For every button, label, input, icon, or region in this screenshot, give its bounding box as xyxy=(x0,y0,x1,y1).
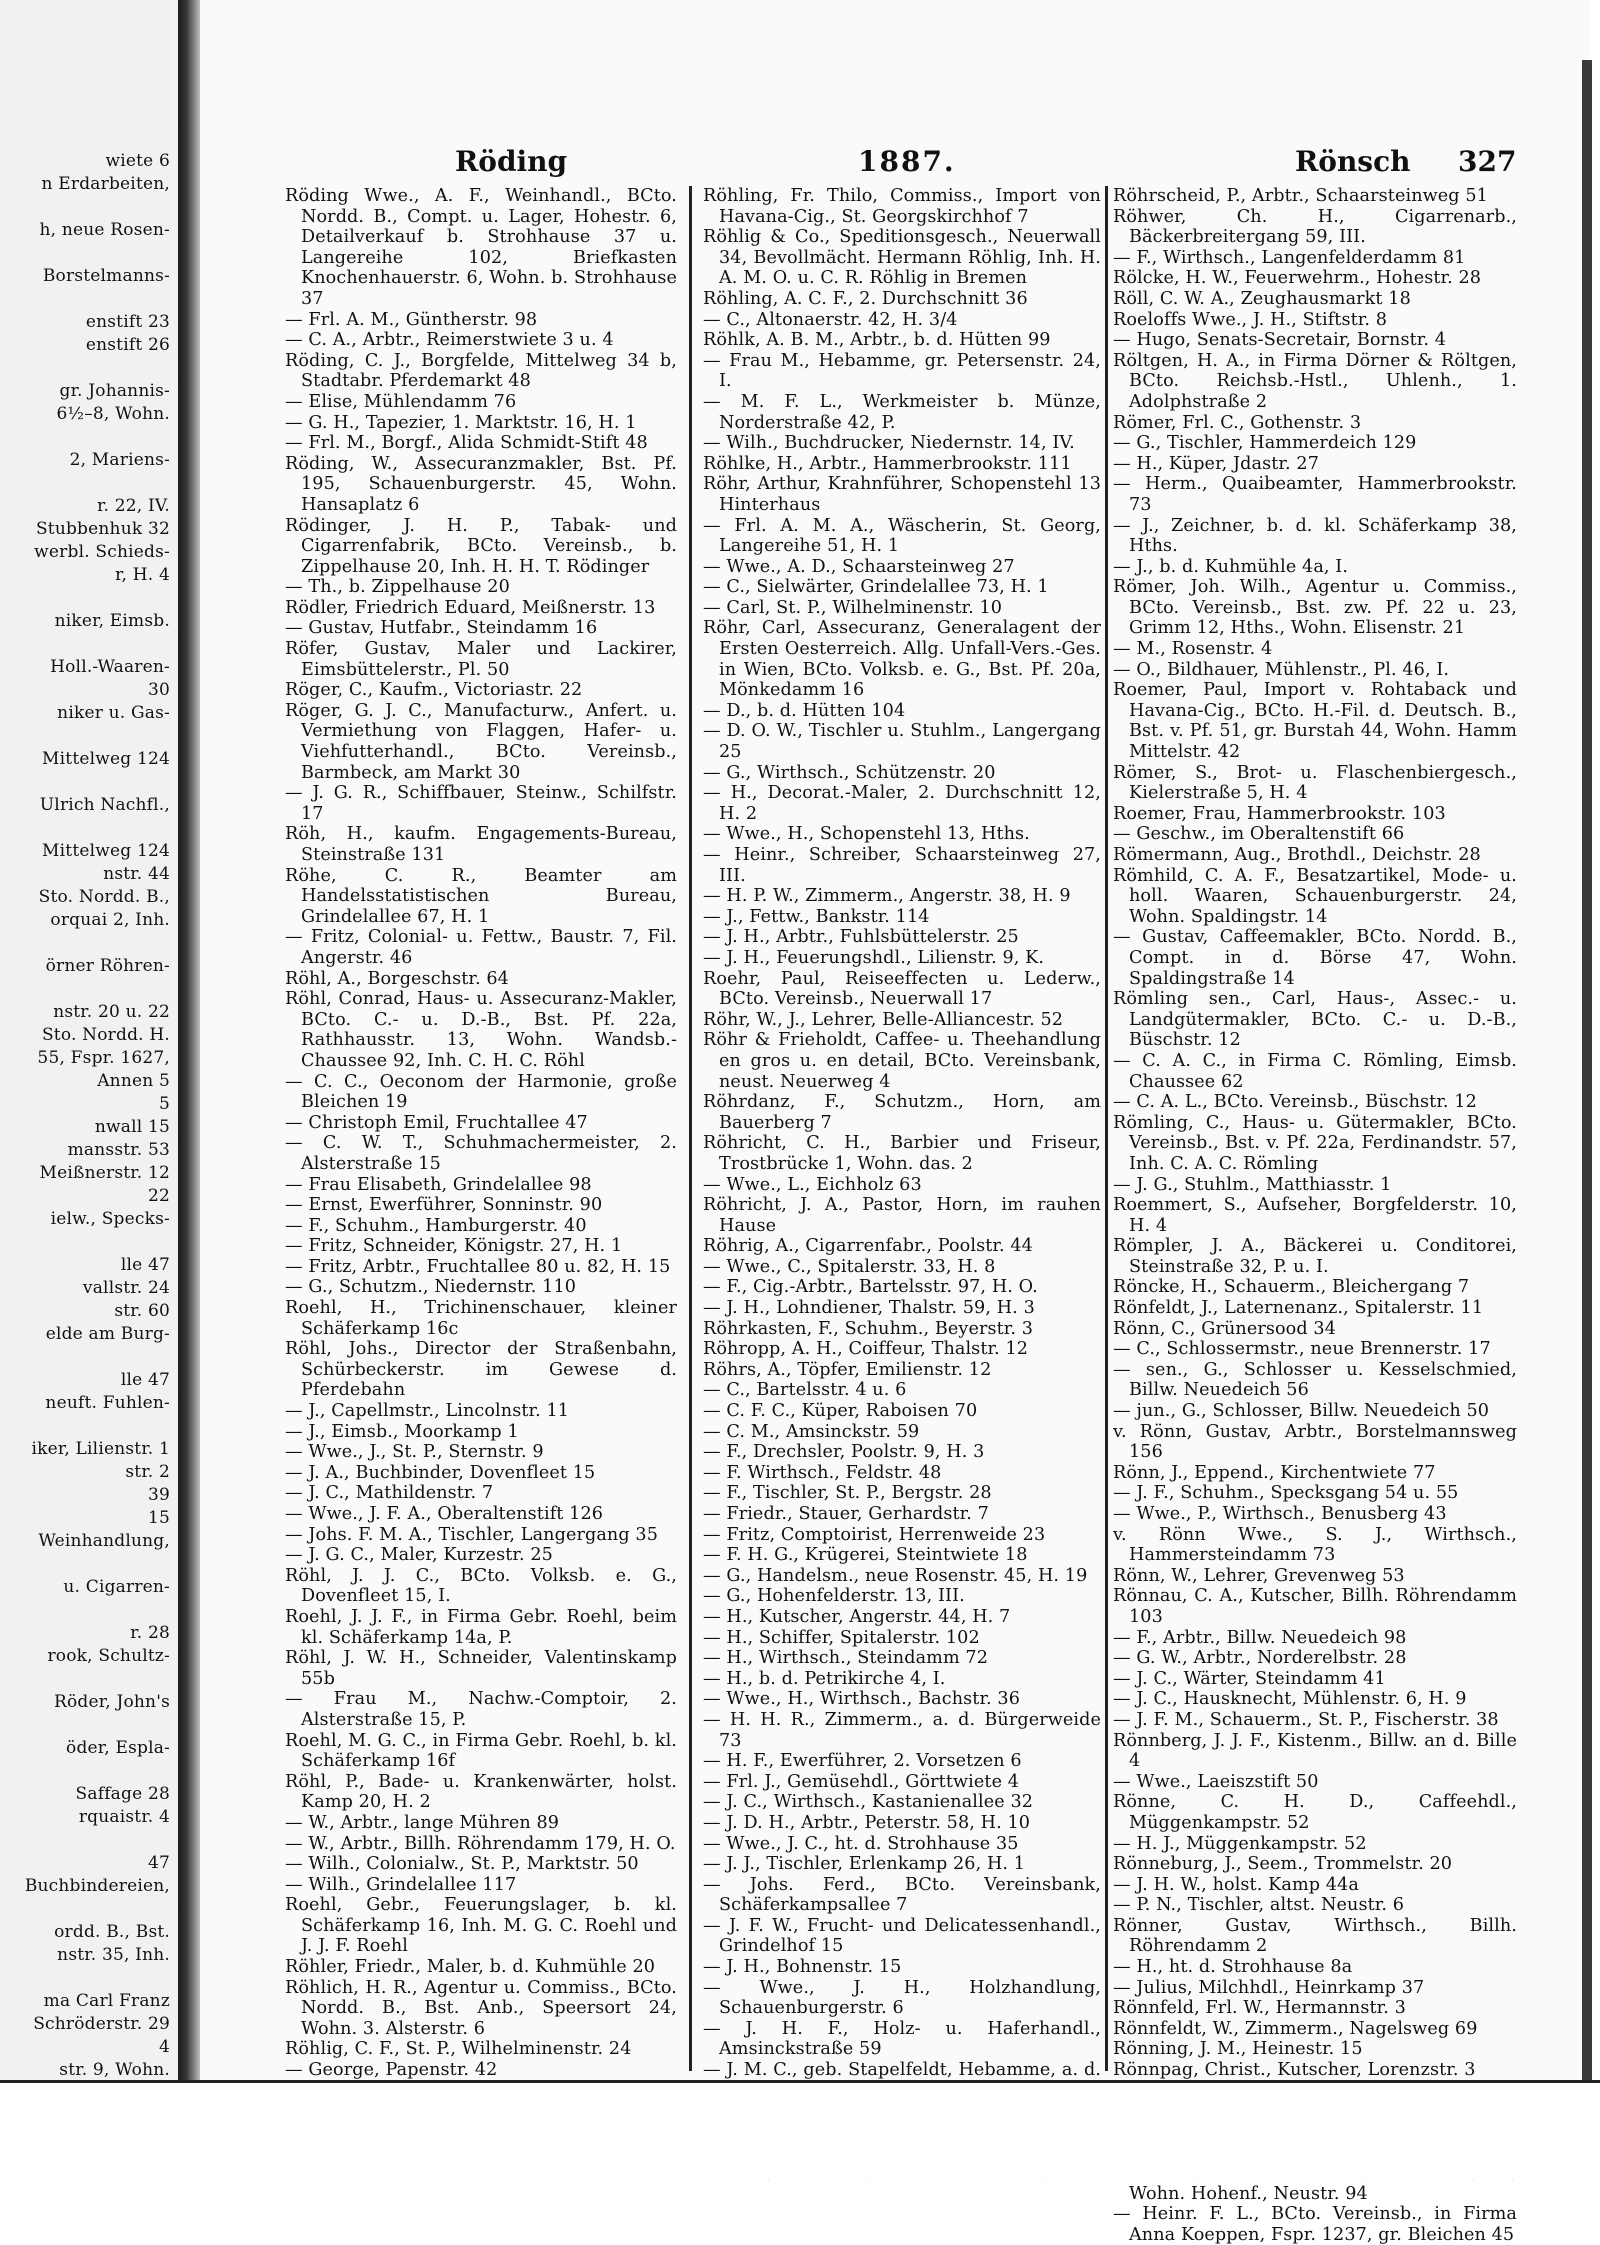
facing-page-line: nwall 15 xyxy=(94,1117,170,1137)
directory-entry: — J. A., Buchbinder, Dovenfleet 15 xyxy=(285,1462,596,1483)
running-head-left: Röding xyxy=(455,145,568,178)
facing-page-line: lle 47 xyxy=(120,1255,170,1275)
directory-entry: — Fritz, Comptoirist, Herrenweide 23 xyxy=(703,1524,1046,1545)
facing-page-line: Buchbindereien, xyxy=(24,1876,170,1896)
directory-entry: Röhrdanz, F., Schutzm., Horn, am Bauerberg 7 xyxy=(703,1092,1101,1133)
facing-page-line: ordd. B., Bst. xyxy=(54,1922,170,1942)
directory-entry: Rödinger, J. H. P., Tabak- und Cigarrenfabrik, BCto. Vereinsb., b. Zippelhause 20, Inh. H. H. T. Rödinger xyxy=(285,515,677,577)
directory-entry: — P. N., Tischler, altst. Neustr. 6 xyxy=(1113,1895,1405,1916)
facing-page-line: n Erdarbeiten, xyxy=(41,174,170,194)
directory-entry: — C. W. T., Schuhmachermeister, 2. Alsterstraße 15 xyxy=(285,1133,677,1174)
facing-page-line: ielw., Specks- xyxy=(50,1209,170,1229)
directory-entry: — H. J., Müggenkampstr. 52 xyxy=(1113,1833,1367,1854)
directory-entry: — F., Arbtr., Billw. Neuedeich 98 xyxy=(1113,1627,1407,1648)
directory-entry: — Wwe., H., Wirthsch., Bachstr. 36 xyxy=(703,1689,1020,1710)
facing-page-line: Weinhandlung, xyxy=(38,1531,170,1551)
facing-page-line: 55, Fspr. 1627, xyxy=(37,1048,170,1068)
directory-entry: Rönnau, C. A., Kutscher, Billh. Röhrendamm 103 xyxy=(1113,1586,1517,1627)
directory-entry: — F., Wirthsch., Langenfelderdamm 81 xyxy=(1113,247,1466,268)
directory-entry: — Frl. M., Borgf., Alida Schmidt-Stift 48 xyxy=(285,433,648,454)
facing-page-line: Ulrich Nachfl., xyxy=(39,795,170,815)
facing-page-line: lle 47 xyxy=(120,1370,170,1390)
directory-entry: Roeloffs Wwe., J. H., Stiftstr. 8 xyxy=(1113,309,1388,330)
directory-entry: Röhr, Carl, Assecuranz, Generalagent der Ersten Oesterreich. Allg. Unfall-Vers.-Ges. in Wien, BCto. Volksb. e. G., Bst. Pf. 20a, Mönkedamm 16 xyxy=(703,618,1101,701)
directory-entry: Römling, C., Haus- u. Gütermakler, BCto. Vereinsb., Bst. v. Pf. 22a, Ferdinandstr. 57, Inh. C. A. C. Römling xyxy=(1113,1112,1517,1174)
directory-entry: — C., Sielwärter, Grindelallee 73, H. 1 xyxy=(703,577,1049,598)
facing-page-line: r, H. 4 xyxy=(115,565,170,585)
directory-entry: Rönnfeldt, W., Zimmerm., Nagelsweg 69 xyxy=(1113,2018,1478,2039)
directory-entry: — Wwe., P., Wirthsch., Benusberg 43 xyxy=(1113,1504,1447,1524)
facing-page-line: ma Carl Franz xyxy=(43,1991,170,2011)
directory-entry: — Frau M., Hebamme, gr. Petersenstr. 24, I. xyxy=(703,350,1101,392)
directory-entry: — W., Arbtr., lange Mühren 89 xyxy=(285,1812,560,1833)
directory-entry: — C. C., Oeconom der Harmonie, große Bleichen 19 xyxy=(285,1071,677,1113)
facing-page-line: str. 2 xyxy=(125,1462,170,1482)
directory-entry: Roehl, H., Trichinenschauer, kleiner Schäferkamp 16c xyxy=(285,1298,677,1339)
directory-entry: — G., Tischler, Hammerdeich 129 xyxy=(1113,433,1417,454)
facing-page-line xyxy=(0,817,178,840)
directory-entry: — J. H., Arbtr., Fuhlsbüttelerstr. 25 xyxy=(703,927,1019,948)
facing-page-line: örner Röhren- xyxy=(45,956,170,976)
directory-entry: Roehl, J. J. F., in Firma Gebr. Roehl, beim kl. Schäferkamp 14a, P. xyxy=(285,1606,677,1648)
directory-entry: — Wwe., J. C., ht. d. Strohhause 35 xyxy=(703,1833,1019,1854)
directory-entry: Röll, C. W. A., Zeughausmarkt 18 xyxy=(1113,288,1411,309)
directory-entry: Röh, H., kaufm. Engagements-Bureau, Steinstraße 131 xyxy=(285,824,677,865)
directory-entry: Roemer, Paul, Import v. Rohtaback und Havana-Cig., BCto. H.-Fil. d. Deutsch. B., Bst. v. Pf. 51, gr. Burstah 44, Wohn. Hamm Mittelstr. 42 xyxy=(1113,680,1517,763)
facing-page-line xyxy=(0,1668,178,1691)
directory-entry: — C. F. C., Küper, Raboisen 70 xyxy=(703,1401,978,1422)
directory-entry: — C., Bartelsstr. 4 u. 6 xyxy=(703,1380,907,1401)
column-divider xyxy=(689,186,692,2071)
directory-entry: — J. J., Tischler, Erlenkamp 26, H. 1 xyxy=(703,1854,1026,1875)
directory-entry: Roemmert, S., Aufseher, Borgfelderstr. 10, H. 4 xyxy=(1113,1195,1517,1236)
facing-page-line: rook, Schultz- xyxy=(47,1646,170,1666)
directory-entry: — sen., G., Schlosser u. Kesselschmied, Billw. Neuedeich 56 xyxy=(1113,1359,1517,1401)
directory-entry: — J. H., Bohnenstr. 15 xyxy=(703,1957,902,1978)
directory-entry: Röhler, Friedr., Maler, b. d. Kuhmühle 20 xyxy=(285,1957,656,1978)
facing-page-line: 4 xyxy=(158,2037,170,2057)
directory-entry: — Heinr., Schreiber, Schaarsteinweg 27, III. xyxy=(703,845,1101,886)
directory-entry: — H. H. R., Zimmerm., a. d. Bürgerweide 73 xyxy=(703,1709,1101,1751)
directory-entry: — Johs. F. M. A., Tischler, Langergang 35 xyxy=(285,1524,658,1545)
directory-entry: Rönn, W., Lehrer, Grevenweg 53 xyxy=(1113,1565,1405,1586)
directory-entry: Röhrs, A., Töpfer, Emilienstr. 12 xyxy=(703,1359,992,1380)
facing-page-line: mansstr. 53 xyxy=(67,1140,170,1160)
directory-entry: — Wilh., Grindelallee 117 xyxy=(285,1874,517,1895)
facing-page-line xyxy=(0,426,178,449)
directory-entry: Röhricht, J. A., Pastor, Horn, im rauhen Hause xyxy=(703,1195,1101,1236)
directory-entry: — H. P. W., Zimmerm., Angerstr. 38, H. 9 xyxy=(703,886,1071,907)
directory-entry: Rönne, C. H. D., Caffeehdl., Müggenkampstr. 52 xyxy=(1113,1792,1517,1833)
directory-entry: Röhl, J. J. C., BCto. Volksb. e. G., Dovenfleet 15, I. xyxy=(285,1565,677,1607)
directory-entry: — Gustav, Hutfabr., Steindamm 16 xyxy=(285,618,598,639)
directory-entry: Röhrig, A., Cigarrenfabr., Poolstr. 44 xyxy=(703,1236,1033,1257)
directory-entry: Römling sen., Carl, Haus-, Assec.- u. Landgütermakler, BCto. C.- u. D.-B., Büschstr. 12 xyxy=(1113,989,1517,1051)
directory-entry: — J. C., Wirthsch., Kastanienallee 32 xyxy=(703,1792,1034,1813)
facing-page-line: 47 xyxy=(147,1853,170,1873)
facing-page-fragment xyxy=(0,0,178,2080)
facing-page-line: Meißnerstr. 12 xyxy=(39,1163,170,1183)
facing-page-line xyxy=(0,196,178,219)
directory-entry: Rönn, C., Grünersood 34 xyxy=(1113,1318,1337,1339)
directory-entry: — F., Cig.-Arbtr., Bartelsstr. 97, H. O. xyxy=(703,1277,1038,1298)
directory-entry: — M. F. L., Werkmeister b. Münze, Norderstraße 42, P. xyxy=(703,391,1101,433)
directory-entry: Röhlig & Co., Speditionsgesch., Neuerwall 34, Bevollmächt. Hermann Röhlig, Inh. H. A. M. O. u. C. R. Röhlig in Bremen xyxy=(703,227,1101,289)
directory-entry: — C. A. C., in Firma C. Römling, Eimsb. Chaussee 62 xyxy=(1113,1050,1517,1092)
directory-entry: Röhr, W., J., Lehrer, Belle-Alliancestr. 52 xyxy=(703,1009,1064,1030)
directory-entry: — G., Schutzm., Niedernstr. 110 xyxy=(285,1277,577,1298)
facing-page-line: str. 60 xyxy=(114,1301,170,1321)
directory-entry: v. Rönn Wwe., S. J., Wirthsch., Hammersteindamm 73 xyxy=(1113,1524,1517,1566)
facing-page-line xyxy=(0,1599,178,1622)
directory-entry: — Frl. J., Gemüsehdl., Görttwiete 4 xyxy=(703,1771,1020,1792)
directory-entry: Röhricht, C. H., Barbier und Friseur, Trostbrücke 1, Wohn. das. 2 xyxy=(703,1133,1101,1174)
facing-page-line xyxy=(0,978,178,1001)
facing-page-line: Stubbenhuk 32 xyxy=(35,519,170,539)
directory-entry: — W., Arbtr., Billh. Röhrendamm 179, H. O. xyxy=(285,1833,676,1854)
book-gutter xyxy=(178,0,200,2085)
directory-entry: — Wwe., Laeiszstift 50 xyxy=(1113,1771,1319,1792)
facing-page-line: orquai 2, Inh. xyxy=(50,910,170,930)
directory-entry: — George, Papenstr. 42 xyxy=(285,2060,498,2081)
directory-entry: Römer, Frl. C., Gothenstr. 3 xyxy=(1113,412,1362,433)
directory-entry: Röhr, Arthur, Krahnführer, Schopenstehl 13 Hinterhaus xyxy=(703,474,1101,515)
directory-entry: — D., b. d. Hütten 104 xyxy=(703,700,906,721)
directory-entry: Röhr & Frieholdt, Caffee- u. Theehandlung en gros u. en detail, BCto. Vereinsbank, neust. Neuerweg 4 xyxy=(703,1030,1101,1092)
facing-page-line: 15 xyxy=(147,1508,170,1528)
facing-page-line: wiete 6 xyxy=(105,151,170,171)
directory-entry: Rönfeldt, J., Laternenanz., Spitalerstr. 11 xyxy=(1113,1298,1484,1319)
directory-entry: — J., Zeichner, b. d. kl. Schäferkamp 38, Hths. xyxy=(1113,515,1517,557)
directory-entry: — Fritz, Schneider, Königstr. 27, H. 1 xyxy=(285,1236,623,1257)
directory-entry: Röger, C., Kaufm., Victoriastr. 22 xyxy=(285,680,583,701)
directory-entry: Röding, C. J., Borgfelde, Mittelweg 34 b, Stadtabr. Pferdemarkt 48 xyxy=(285,350,677,392)
directory-entry: — Carl, St. P., Wilhelminenstr. 10 xyxy=(703,597,1003,618)
directory-entry: — J. G. R., Schiffbauer, Steinw., Schilfstr. 17 xyxy=(285,783,677,824)
directory-entry: — Herm., Quaibeamter, Hammerbrookstr. 73 xyxy=(1113,474,1517,515)
facing-page-line: Mittelweg 124 xyxy=(42,749,170,769)
directory-entry: Rönnfeld, Frl. W., Hermannstr. 3 xyxy=(1113,1998,1406,2019)
directory-entry: — Th., b. Zippelhause 20 xyxy=(285,577,510,598)
directory-entry: Roehr, Paul, Reiseeffecten u. Lederw., BCto. Vereinsb., Neuerwall 17 xyxy=(703,968,1101,1010)
directory-entry: — Wwe., L., Eichholz 63 xyxy=(703,1174,922,1195)
facing-page-line: iker, Lilienstr. 1 xyxy=(31,1439,170,1459)
facing-page-line xyxy=(0,1829,178,1852)
directory-entry: Röfer, Gustav, Maler und Lackirer, Eimsbüttelerstr., Pl. 50 xyxy=(285,639,677,680)
directory-entry: — J. C., Wärter, Steindamm 41 xyxy=(1113,1668,1386,1689)
directory-entry: Wohn. Hohenf., Neustr. 94 xyxy=(1129,2183,1368,2204)
directory-entry: Römermann, Aug., Brothdl., Deichstr. 28 xyxy=(1113,845,1481,865)
directory-entry: Röhlich, H. R., Agentur u. Commiss., BCto. Nordd. B., Bst. Anb., Speersort 24, Wohn. 3. Alsterstr. 6 xyxy=(285,1977,677,2039)
directory-entry: — J., Capellmstr., Lincolnstr. 11 xyxy=(285,1401,570,1422)
facing-page-line: Schröderstr. 29 xyxy=(33,2014,170,2034)
facing-page-line xyxy=(0,1415,178,1438)
directory-entry: Röhl, P., Bade- u. Krankenwärter, holst. Kamp 20, H. 2 xyxy=(285,1771,677,1813)
facing-page-line xyxy=(0,1714,178,1737)
directory-entry: Roehl, M. G. C., in Firma Gebr. Roehl, b. kl. Schäferkamp 16f xyxy=(285,1730,677,1772)
directory-entry: — C. A. L., BCto. Vereinsb., Büschstr. 12 xyxy=(1113,1092,1477,1113)
directory-entry: — Frau Elisabeth, Grindelallee 98 xyxy=(285,1174,592,1195)
directory-entry: — Wwe., J. F. A., Oberaltenstift 126 xyxy=(285,1504,604,1524)
directory-entry: — G., Wirthsch., Schützenstr. 20 xyxy=(703,762,996,783)
directory-entry: — Wwe., C., Spitalerstr. 33, H. 8 xyxy=(703,1256,996,1277)
directory-entry: — D. O. W., Tischler u. Stuhlm., Langergang 25 xyxy=(703,721,1101,763)
directory-entry: — G. H., Tapezier, 1. Marktstr. 16, H. 1 xyxy=(285,412,637,433)
column-divider xyxy=(1105,186,1108,2071)
facing-page-line: neuft. Fuhlen- xyxy=(45,1393,170,1413)
directory-entry: — G. W., Arbtr., Norderelbstr. 28 xyxy=(1113,1648,1407,1669)
facing-page-line: nstr. 35, Inh. xyxy=(57,1945,170,1965)
directory-entry: Röhl, A., Borgeschstr. 64 xyxy=(285,968,509,989)
facing-page-line: 6½–8, Wohn. xyxy=(56,404,170,424)
facing-page-line: gr. Johannis- xyxy=(59,381,170,401)
directory-entry: Röhe, C. R., Beamter am Handelsstatistischen Bureau, Grindelallee 67, H. 1 xyxy=(285,865,677,927)
directory-entry: — J. C., Mathildenstr. 7 xyxy=(285,1483,494,1504)
directory-entry: Rönnberg, J. J. F., Kistenm., Billw. an d. Bille 4 xyxy=(1113,1730,1517,1772)
directory-entry: — C., Altonaerstr. 42, H. 3/4 xyxy=(703,309,958,330)
directory-entry: Römhild, C. A. F., Besatzartikel, Mode- u. holl. Waaren, Schauenburgerstr. 24, Wohn. Spaldingstr. 14 xyxy=(1113,865,1517,927)
directory-entry: Röhling, A. C. F., 2. Durchschnitt 36 xyxy=(703,288,1028,309)
directory-entry: — J. G., Stuhlm., Matthiasstr. 1 xyxy=(1113,1174,1392,1195)
facing-page-line: enstift 26 xyxy=(85,335,170,355)
facing-page-line xyxy=(0,633,178,656)
directory-entry: — Friedr., Stauer, Gerhardstr. 7 xyxy=(703,1504,989,1524)
directory-entry: — H., Schiffer, Spitalerstr. 102 xyxy=(703,1627,980,1648)
column-3 xyxy=(1113,186,1517,2245)
directory-entry: — H., Decorat.-Maler, 2. Durchschnitt 12, H. 2 xyxy=(703,783,1101,824)
facing-page-line: Sto. Nordd. B., xyxy=(38,887,170,907)
directory-entry: Römer, Joh. Wilh., Agentur u. Commiss., BCto. Vereinsb., Bst. zw. Pf. 22 u. 23, Grimm 12, Hths., Wohn. Elisenstr. 21 xyxy=(1113,577,1517,639)
directory-entry: — Wwe., H., Schopenstehl 13, Hths. xyxy=(703,824,1030,845)
directory-entry: — Julius, Milchhdl., Heinrkamp 37 xyxy=(1113,1977,1425,1998)
facing-page-line: h, neue Rosen- xyxy=(39,220,170,240)
facing-page-line: 39 xyxy=(147,1485,170,1505)
directory-entry: Rönnpag, Christ., Kutscher, Lorenzstr. 3 xyxy=(1113,2060,1476,2081)
facing-page-line: u. Cigarren- xyxy=(63,1577,170,1597)
directory-entry: — Wilh., Colonialw., St. P., Marktstr. 50 xyxy=(285,1854,639,1875)
directory-entry: — Wwe., J. H., Holzhandlung, Schauenburgerstr. 6 xyxy=(703,1977,1101,2019)
facing-page-line: r. 28 xyxy=(130,1623,170,1643)
directory-entry: Röhl, Conrad, Haus- u. Assecuranz-Makler, BCto. C.- u. D.-B., Bst. Pf. 22a, Rathhausstr. 13, Wohn. Wandsb.-Chaussee 92, Inh. C. H. C. Röhl xyxy=(285,989,677,1071)
directory-entry: — J. G. C., Maler, Kurzestr. 25 xyxy=(285,1545,553,1566)
facing-page-line: 30 xyxy=(147,680,170,700)
facing-page-line xyxy=(0,242,178,265)
directory-entry: — J. H. F., Holz- u. Haferhandl., Amsinckstraße 59 xyxy=(703,2018,1101,2060)
facing-page-line: 22 xyxy=(147,1186,170,1206)
facing-page-line xyxy=(0,1967,178,1990)
directory-entry: Röhl, J. W. H., Schneider, Valentinskamp 55b xyxy=(285,1648,677,1689)
facing-page-line xyxy=(0,932,178,955)
directory-entry: — Gustav, Caffeemakler, BCto. Nordd. B., Compt. in d. Börse 47, Wohn. Spaldingstraße 14 xyxy=(1113,927,1517,989)
directory-entry: — Hugo, Senats-Secretair, Bornstr. 4 xyxy=(1113,330,1447,351)
facing-page-line xyxy=(0,357,178,380)
directory-entry: — J. C., Hausknecht, Mühlenstr. 6, H. 9 xyxy=(1113,1689,1467,1710)
facing-page-line: nstr. 44 xyxy=(103,864,170,884)
facing-page-line xyxy=(0,1553,178,1576)
directory-entry: — J. H., Lohndiener, Thalstr. 59, H. 3 xyxy=(703,1298,1035,1319)
directory-entry: — H., Kutscher, Angerstr. 44, H. 7 xyxy=(703,1606,1011,1627)
directory-entry: — J. F. M., Schauerm., St. P., Fischerstr. 38 xyxy=(1113,1709,1499,1730)
directory-entry: Roemer, Frau, Hammerbrookstr. 103 xyxy=(1113,803,1446,824)
directory-entry: — M., Rosenstr. 4 xyxy=(1113,639,1273,660)
directory-entry: Röger, G. J. C., Manufacturw., Anfert. u. Vermiethung von Flaggen, Hafer- u. Viehfutterhandl., BCto. Vereinsb., Barmbeck, am Markt 30 xyxy=(285,700,677,783)
directory-entry: — jun., G., Schlosser, Billw. Neuedeich 50 xyxy=(1113,1401,1490,1422)
facing-page-line xyxy=(0,288,178,311)
facing-page-line xyxy=(0,472,178,495)
facing-page-line: niker, Eimsb. xyxy=(54,611,170,631)
directory-entry: — F., Schuhm., Hamburgerstr. 40 xyxy=(285,1215,587,1236)
directory-entry: — J. H. W., holst. Kamp 44a xyxy=(1113,1874,1359,1895)
directory-entry: Röltgen, H. A., in Firma Dörner & Röltgen, BCto. Reichsb.-Hstl., Uhlenh., 1. Adolphstraße 2 xyxy=(1113,350,1517,412)
directory-entry: — Frl. A. M., Güntherstr. 98 xyxy=(285,309,538,330)
facing-page-line xyxy=(0,725,178,748)
facing-page-line: r. 22, IV. xyxy=(97,496,170,516)
directory-entry: Röhrscheid, P., Arbtr., Schaarsteinweg 51 xyxy=(1113,186,1488,206)
directory-entry: — J. D. H., Arbtr., Peterstr. 58, H. 10 xyxy=(703,1812,1031,1833)
column-1 xyxy=(285,186,677,2081)
facing-page-line: Saffage 28 xyxy=(75,1784,170,1804)
facing-page-line xyxy=(0,1346,178,1369)
facing-page-line: nstr. 20 u. 22 xyxy=(53,1002,170,1022)
directory-entry: — J., b. d. Kuhmühle 4a, I. xyxy=(1113,556,1349,577)
directory-entry: Röhling, Fr. Thilo, Commiss., Import von Havana-Cig., St. Georgskirchhof 7 xyxy=(703,186,1101,227)
directory-entry: — J. F. W., Frucht- und Delicatessenhandl., Grindelhof 15 xyxy=(703,1915,1101,1957)
directory-entry: Rönneburg, J., Seem., Trommelstr. 20 xyxy=(1113,1854,1453,1875)
directory-entry: — G., Handelsm., neue Rosenstr. 45, H. 19 xyxy=(703,1565,1088,1586)
directory-entry: Rölcke, H. W., Feuerwehrm., Hohestr. 28 xyxy=(1113,268,1482,289)
directory-entry: — Geschw., im Oberaltenstift 66 xyxy=(1113,824,1405,845)
directory-entry: — G., Hohenfelderstr. 13, III. xyxy=(703,1586,965,1607)
directory-entry: — C. M., Amsinckstr. 59 xyxy=(703,1421,920,1442)
running-head-right: Rönsch xyxy=(1295,145,1411,178)
directory-entry: — Johs. Ferd., BCto. Vereinsbank, Schäferkampsallee 7 xyxy=(703,1874,1101,1916)
directory-entry: — J., Eimsb., Moorkamp 1 xyxy=(285,1421,519,1442)
directory-entry: Röhlig, C. F., St. P., Wilhelminenstr. 24 xyxy=(285,2039,632,2060)
directory-entry: — F., Tischler, St. P., Bergstr. 28 xyxy=(703,1483,992,1504)
directory-entry: Röhrkasten, F., Schuhm., Beyerstr. 3 xyxy=(703,1318,1034,1339)
directory-entry: — Ernst, Ewerführer, Sonninstr. 90 xyxy=(285,1195,603,1216)
facing-page-line: Annen 5 xyxy=(97,1071,170,1091)
directory-entry: Rönn, J., Eppend., Kirchentwiete 77 xyxy=(1113,1462,1436,1483)
directory-entry: Röncke, H., Schauerm., Bleichergang 7 xyxy=(1113,1277,1470,1298)
directory-entry: Rödler, Friedrich Eduard, Meißnerstr. 13 xyxy=(285,597,656,618)
directory-entry: Röhwer, Ch. H., Cigarrenarb., Bäckerbreitergang 59, III. xyxy=(1113,206,1517,248)
directory-entry: — J. F., Schuhm., Specksgang 54 u. 55 xyxy=(1113,1483,1459,1504)
directory-entry: — H. F., Ewerführer, 2. Vorsetzen 6 xyxy=(703,1751,1022,1772)
directory-entry: — Wilh., Buchdrucker, Niedernstr. 14, IV. xyxy=(703,433,1075,454)
facing-page-line: werbl. Schieds- xyxy=(34,542,170,562)
directory-entry: — Elise, Mühlendamm 76 xyxy=(285,391,517,412)
facing-page-line xyxy=(0,1231,178,1254)
facing-page-lines xyxy=(0,150,178,2128)
directory-entry: — J., Fettw., Bankstr. 114 xyxy=(703,906,930,927)
facing-page-line: Borstelmanns- xyxy=(42,266,170,286)
facing-page-line: vallstr. 24 xyxy=(82,1278,170,1298)
facing-page-line: enstift 23 xyxy=(85,312,170,332)
facing-page-line: 5 xyxy=(158,1094,170,1114)
directory-entry: Röhlke, H., Arbtr., Hammerbrookstr. 111 xyxy=(703,453,1072,474)
directory-entry: — J. H., Feuerungshdl., Lilienstr. 9, K. xyxy=(703,947,1045,968)
facing-page-line: rquaistr. 4 xyxy=(78,1807,170,1827)
directory-entry: — C., Schlossermstr., neue Brennerstr. 17 xyxy=(1113,1339,1491,1360)
directory-entry: — Fritz, Arbtr., Fruchtallee 80 u. 82, H. 15 xyxy=(285,1256,671,1277)
directory-entry: Röhlk, A. B. M., Arbtr., b. d. Hütten 99 xyxy=(703,330,1051,351)
directory-entry: — F. Wirthsch., Feldstr. 48 xyxy=(703,1462,942,1483)
facing-page-line: Sto. Nordd. H. xyxy=(41,1025,170,1045)
directory-entry: — O., Bildhauer, Mühlenstr., Pl. 46, I. xyxy=(1113,659,1450,680)
directory-entry: — Christoph Emil, Fruchtallee 47 xyxy=(285,1112,588,1133)
directory-entry: Rönning, J. M., Heinestr. 15 xyxy=(1113,2039,1363,2060)
facing-page-line xyxy=(0,1898,178,1921)
column-2 xyxy=(703,186,1101,2081)
facing-page-line: 2, Mariens- xyxy=(69,450,170,470)
directory-entry: — J. M. C., geb. Stapelfeldt, Hebamme, a. d. xyxy=(703,2060,1101,2081)
directory-entry: — Wwe., A. D., Schaarsteinweg 27 xyxy=(703,556,1015,577)
directory-entry: Röhl, Johs., Director der Straßenbahn, Schürbeckerstr. im Gewese d. Pferdebahn xyxy=(285,1339,677,1401)
directory-entry: Römpler, J. A., Bäckerei u. Conditorei, Steinstraße 32, P. u. I. xyxy=(1113,1236,1517,1277)
directory-entry: — C. A., Arbtr., Reimerstwiete 3 u. 4 xyxy=(285,330,614,351)
directory-entry: — Frau M., Nachw.-Comptoir, 2. Alsterstraße 15, P. xyxy=(285,1689,677,1730)
facing-page-line: niker u. Gas- xyxy=(57,703,170,723)
directory-entry: — F., Drechsler, Poolstr. 9, H. 3 xyxy=(703,1442,985,1463)
facing-page-line: Mittelweg 124 xyxy=(42,841,170,861)
directory-entry: — H., ht. d. Strohhause 8a xyxy=(1113,1957,1353,1978)
directory-entry: v. Rönn, Gustav, Arbtr., Borstelmannsweg 156 xyxy=(1113,1421,1517,1463)
facing-page-line: öder, Espla- xyxy=(66,1738,170,1758)
directory-entry: — F. H. G., Krügerei, Steintwiete 18 xyxy=(703,1545,1028,1566)
facing-page-line: elde am Burg- xyxy=(45,1324,170,1344)
directory-entry: — Heinr. F. L., BCto. Vereinsb., in Firma Anna Koeppen, Fspr. 1237, gr. Bleichen 45 xyxy=(1113,2204,1517,2245)
directory-entry: Roehl, Gebr., Feuerungslager, b. kl. Schäferkamp 16, Inh. M. G. C. Roehl und J. J. F. Roehl xyxy=(285,1895,677,1957)
directory-entry: — H., Wirthsch., Steindamm 72 xyxy=(703,1648,989,1669)
facing-page-line xyxy=(0,771,178,794)
facing-page-line xyxy=(0,1760,178,1783)
directory-entry: — H., b. d. Petrikirche 4, I. xyxy=(703,1668,946,1689)
page-edge-shadow xyxy=(1582,60,1592,2080)
scan-margin xyxy=(0,2080,1600,2180)
facing-page-line: str. 9, Wohn. xyxy=(59,2060,170,2080)
facing-page-line: Holl.-Waaren- xyxy=(50,657,170,677)
directory-entry: — Frl. A. M. A., Wäscherin, St. Georg, Langereihe 51, H. 1 xyxy=(703,515,1101,557)
directory-entry: Röding, W., Assecuranzmakler, Bst. Pf. 195, Schauenburgerstr. 45, Wohn. Hansaplatz 6 xyxy=(285,453,677,515)
directory-entry: Römer, S., Brot- u. Flaschenbiergesch., Kielerstraße 5, H. 4 xyxy=(1113,762,1517,804)
facing-page-line: Röder, John's xyxy=(54,1692,170,1712)
directory-entry: Röhropp, A. H., Coiffeur, Thalstr. 12 xyxy=(703,1339,1029,1360)
directory-entry: — H., Küper, Jdastr. 27 xyxy=(1113,453,1319,474)
directory-entry: — Wwe., J., St. P., Sternstr. 9 xyxy=(285,1442,544,1463)
running-head-year: 1887. xyxy=(858,145,956,178)
page-number: 327 xyxy=(1458,145,1517,178)
directory-entry: Rönner, Gustav, Wirthsch., Billh. Röhrendamm 2 xyxy=(1113,1915,1517,1957)
facing-page-line xyxy=(0,587,178,610)
directory-entry: Röding Wwe., A. F., Weinhandl., BCto. Nordd. B., Compt. u. Lager, Hohestr. 6, Detailverkauf b. Strohhause 37 u. Langereihe 102, Briefkasten Knochenhauerstr. 6, Wohn. b. Strohhause 37 xyxy=(285,186,677,309)
directory-entry: — Fritz, Colonial- u. Fettw., Baustr. 7, Fil. Angerstr. 46 xyxy=(285,927,677,968)
